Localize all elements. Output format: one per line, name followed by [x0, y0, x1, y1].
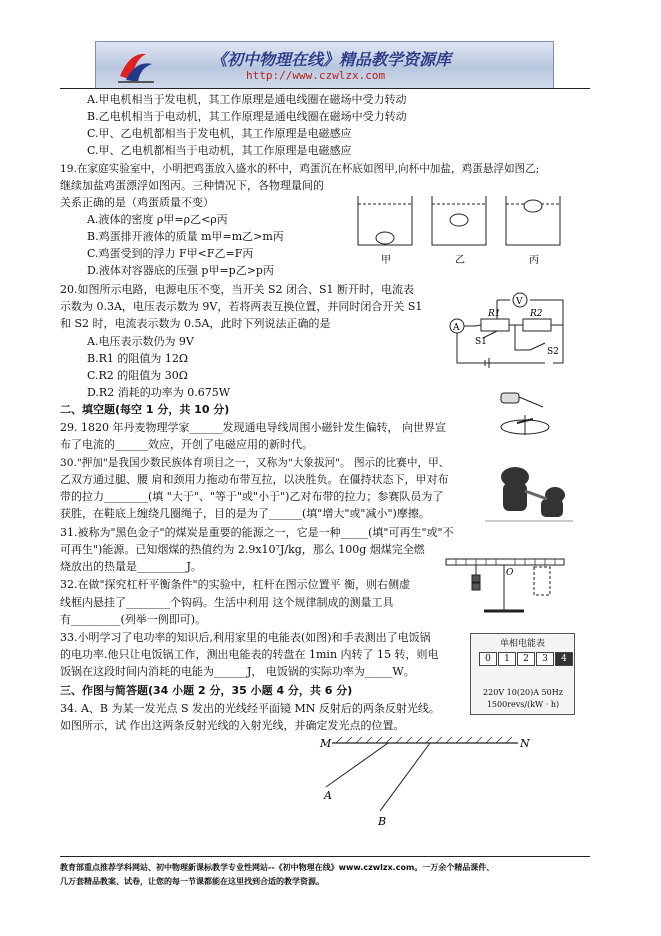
q20-option-c: C.R2 的阻值为 30Ω	[87, 369, 188, 382]
s1-label: S1	[475, 337, 487, 347]
lever-pivot-label: O	[506, 568, 514, 578]
meter-digits	[479, 652, 574, 666]
q19-option-c: C.鸡蛋受到的浮力 F甲<F乙=F丙	[87, 247, 254, 260]
beakers-figure	[350, 190, 575, 270]
section-3-heading: 三、作图与简答题(34 小题 2 分，35 小题 4 分，共 6 分)	[60, 684, 353, 697]
q20-option-d: D.R2 消耗的功率为 0.675W	[87, 386, 230, 399]
mirror-label-m: M	[320, 737, 332, 750]
electricity-meter	[470, 633, 575, 715]
q19-option-b: B.鸡蛋排开液体的质量 m甲=m乙>m丙	[87, 230, 284, 243]
footer-line-1: 教育部重点推荐学科网站、初中物理新课标教学专业性网站--《初中物理在线》www.czwlzx.com。一万余个精品课件、	[60, 863, 495, 872]
mirror-figure	[318, 735, 548, 835]
q19-stem-2: 继续加盐鸡蛋漂浮如图丙。三种情况下，各物理量间的	[60, 179, 324, 192]
q33-line-1: 33.小明学习了电功率的知识后,利用家里的电能表(如图)和手表测出了电饭锅	[60, 631, 431, 644]
q31-line-2: 可再生")能源。已知烟煤的热值约为 2.9x10⁷J/kg，那么 100g 烟煤完全燃	[60, 543, 425, 556]
push-pull-figure	[485, 455, 573, 527]
meter-digit: 2	[517, 652, 535, 666]
meter-digit: 4	[555, 652, 573, 666]
q18-option-d: C.甲、乙电机都相当于电动机，其工作原理是电磁感应	[87, 144, 352, 157]
header-banner	[95, 41, 554, 89]
q30-line-3: 带的拉力________(填 "大于"、"等于"或"小于")乙对布带的拉力；参赛队员为了	[60, 490, 444, 503]
footer-line-2: 几万套精品教案、试卷，让您的每一节课都能在这里找到合适的教学资源。	[60, 877, 324, 886]
q31-line-1: 31.被称为"黑色金子"的煤炭是重要的能源之一，它是一种_____(填"可再生"或"不	[60, 526, 454, 539]
logo-icon	[116, 46, 156, 84]
beaker-label-jia: 甲	[381, 255, 391, 266]
q19-option-d: D.液体对容器底的压强 p甲=p乙>p丙	[87, 264, 274, 277]
header-url: http://www.czwlzx.com	[246, 69, 386, 82]
q32-line-3: 有_________(列举一例即可)。	[60, 613, 207, 626]
meter-spec-revs: 1500revs/(kW · h)	[486, 700, 560, 709]
q20-option-b: B.R1 的阻值为 12Ω	[87, 352, 188, 365]
q18-option-b: B.乙电机相当于电动机，其工作原理是通电线圈在磁场中受力转动	[87, 110, 407, 123]
s2-label: S2	[547, 347, 559, 357]
q34-line-1: 34. A、B 为某一发光点 S 发出的光线经平面镜 MN 反射后的两条反射光线。	[60, 702, 440, 715]
voltmeter-label: V	[516, 297, 523, 307]
q34-line-2: 如图所示，试 作出这两条反射光线的入射光线，并确定发光点的位置。	[60, 719, 405, 732]
r1-label: R1	[488, 309, 501, 319]
beaker-label-yi: 乙	[455, 255, 465, 266]
q33-line-2: 的电功率.他只让电饭锅工作，测出电能表的转盘在 1min 内转了 15 转，则电	[60, 648, 439, 661]
meter-digit: 0	[479, 652, 497, 666]
meter-digit: 1	[498, 652, 516, 666]
q30-line-2: 乙双方通过腿、腰 肩和颈用力拖动布带互拉，以决胜负。在僵持状态下，甲对布	[60, 473, 449, 486]
q18-option-a: A.甲电机相当于发电机，其工作原理是通电线圈在磁场中受力转动	[87, 93, 407, 106]
q30-line-4: 获胜，在鞋底上缠绕几圈绳子，目的是为了______(填"增大"或"减小")摩擦。	[60, 507, 430, 520]
section-2-heading: 二、填空题(每空 1 分，共 10 分)	[60, 403, 230, 416]
q32-line-1: 32.在做"探究杠杆平衡条件"的实验中，杠杆在图示位置平 衡，则右侧虚	[60, 578, 411, 591]
meter-title: 单相电能表	[499, 639, 545, 649]
q31-line-3: 烧放出的热量是_________J。	[60, 560, 202, 573]
q19-stem-1: 19.在家庭实验室中，小明把鸡蛋放入盛水的杯中，鸡蛋沉在杯底如图甲,向杯中加盐，鸡蛋悬浮如图乙;	[60, 163, 540, 175]
ammeter-label: A	[453, 323, 460, 333]
circuit-figure	[445, 288, 575, 373]
q20-stem-1: 20.如图所示电路，电源电压不变，当开关 S2 闭合、S1 断开时，电流表	[60, 283, 415, 296]
q29-line-2: 布了电流的______效应，开创了电磁应用的新时代。	[60, 438, 313, 451]
beaker-label-bing: 丙	[529, 255, 539, 266]
q20-option-a: A.电压表示数仍为 9V	[87, 335, 194, 348]
header-rule	[60, 88, 590, 89]
q33-line-3: 饭锅在这段时间内消耗的电能为______J， 电饭锅的实际功率为_____W。	[60, 665, 415, 678]
q18-option-c: C.甲、乙电机都相当于发电机，其工作原理是电磁感应	[87, 127, 352, 140]
ray-label-b: B	[378, 815, 387, 828]
meter-spec-rating: 220V 10(20)A 50Hz	[483, 688, 563, 697]
lever-figure	[442, 553, 572, 623]
header-title: 《初中物理在线》精品教学资源库	[211, 50, 452, 69]
r2-label: R2	[530, 309, 543, 319]
ray-label-a: A	[324, 789, 332, 802]
q20-stem-3: 和 S2 时，电流表示数为 0.5A，此时下列说法正确的是	[60, 317, 331, 330]
oersted-figure	[493, 385, 558, 445]
q19-stem-3: 关系正确的是（鸡蛋质量不变）	[60, 196, 214, 209]
q29-line-1: 29. 1820 年丹麦物理学家______发现通电导线周围小磁针发生偏转， 向世界宣	[60, 421, 446, 434]
mirror-label-n: N	[520, 737, 530, 750]
q20-stem-2: 示数为 0.3A，电压表示数为 9V，若将两表互换位置，并同时闭合开关 S1	[60, 300, 423, 313]
footer-rule	[60, 856, 590, 857]
q19-option-a: A.液体的密度 ρ甲=ρ乙<ρ丙	[87, 213, 228, 226]
meter-digit: 3	[536, 652, 554, 666]
q30-line-1: 30."押加"是我国少数民族体育项目之一，又称为"大象拔河"。 图示的比赛中，甲、	[60, 457, 450, 469]
q32-line-2: 线框内悬挂了________个钩码。生活中利用 这个规律制成的测量工具	[60, 596, 394, 609]
